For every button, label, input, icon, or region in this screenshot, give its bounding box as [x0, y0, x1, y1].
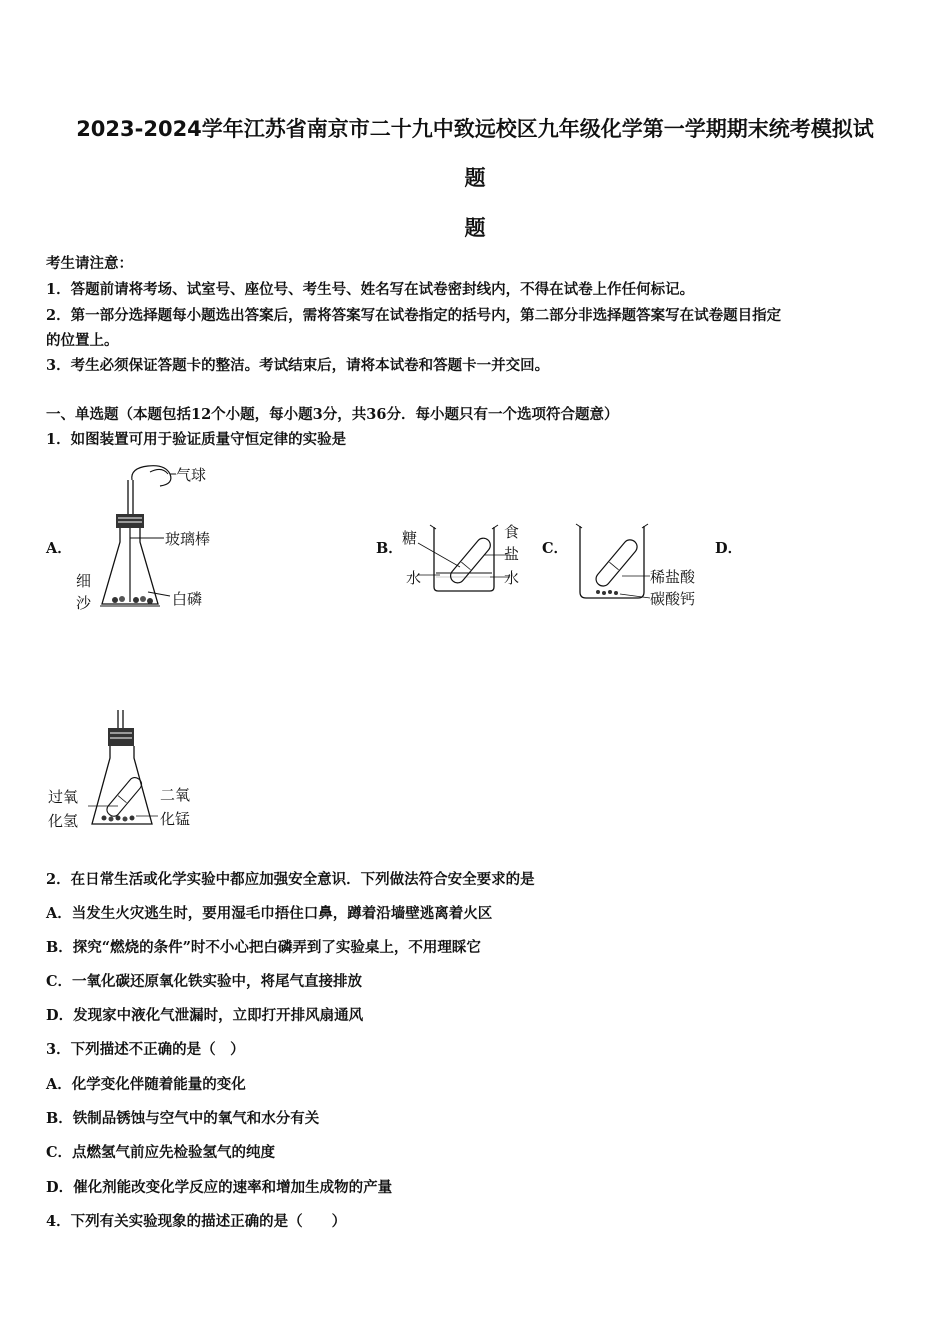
option-d-label: D．: [715, 540, 743, 557]
question-1-stem: 1．如图装置可用于验证质量守恒定律的实验是: [46, 431, 347, 448]
question-3-option-a: A．化学变化伴随着能量的变化: [46, 1076, 246, 1093]
notice-item-1: 1．答题前请将考场、试室号、座位号、考生号、姓名写在试卷密封线内，不得在试卷上作任何标记。: [46, 281, 695, 298]
question-3-option-c: C．点燃氢气前应先检验氢气的纯度: [46, 1144, 276, 1161]
option-c-label: C．: [542, 540, 569, 557]
question-3-option-d: D．催化剂能改变化学反应的速率和增加生成物的产量: [46, 1179, 393, 1196]
label-salt-1: 食: [504, 523, 520, 541]
figure-d-flask: [46, 708, 216, 833]
label-mno2-1: 二氧: [160, 786, 191, 804]
figure-a-flask: [70, 460, 250, 620]
notice-item-2-continued: 的位置上。: [46, 332, 119, 349]
question-2-stem: 2．在日常生活或化学实验中都应加强安全意识．下列做法符合安全要求的是: [46, 871, 535, 888]
question-2-option-d: D．发现家中液化气泄漏时，立即打开排风扇通风: [46, 1007, 364, 1024]
question-3-option-b: B．铁制品锈蚀与空气中的氧气和水分有关: [46, 1110, 320, 1127]
label-calcium-carbonate: 碳酸钙: [650, 590, 696, 608]
label-salt-2: 盐: [504, 545, 520, 563]
label-balloon: 气球: [176, 466, 207, 484]
exam-title-repeat: 题: [464, 216, 486, 240]
label-h2o2-1: 过氧: [48, 788, 79, 806]
notice-item-3: 3．考生必须保证答题卡的整洁。考试结束后，请将本试卷和答题卡一并交回。: [46, 357, 550, 374]
label-h2o2-2: 化氢: [48, 812, 79, 830]
label-sugar: 糖: [402, 529, 418, 547]
label-water-left: 水: [406, 569, 422, 587]
label-dilute-hcl: 稀盐酸: [650, 568, 696, 586]
figure-c-beaker: [570, 520, 710, 610]
question-3-stem: 3．下列描述不正确的是（ ）: [46, 1041, 245, 1058]
notice-heading: 考生请注意：: [46, 255, 133, 272]
notice-item-2: 2．第一部分选择题每小题选出答案后，需将答案写在试卷指定的括号内，第二部分非选择题答案写在试卷题目指定: [46, 307, 782, 324]
option-b-label: B．: [376, 540, 403, 557]
label-sand-1: 细: [76, 572, 92, 590]
label-sand-2: 沙: [76, 594, 92, 612]
label-white-phosphorus: 白磷: [172, 590, 203, 608]
label-mno2-2: 化锰: [160, 810, 191, 828]
exam-title-continued: 题: [464, 166, 486, 190]
figure-b-beaker: [400, 515, 535, 600]
question-2-option-c: C．一氧化碳还原氧化铁实验中，将尾气直接排放: [46, 973, 363, 990]
question-2-option-a: A．当发生火灾逃生时，要用湿毛巾捂住口鼻，蹲着沿墙壁逃离着火区: [46, 905, 493, 922]
label-water-right: 水: [504, 569, 520, 587]
option-a-label: A．: [46, 540, 72, 557]
question-2-option-b: B．探究“燃烧的条件”时不小心把白磷弄到了实验桌上，不用理睬它: [46, 939, 481, 956]
label-glass-rod: 玻璃棒: [165, 530, 211, 548]
question-4-stem: 4．下列有关实验现象的描述正确的是（ ）: [46, 1213, 347, 1230]
section-heading: 一、单选题（本题包括12个小题，每小题3分，共36分．每小题只有一个选项符合题意）: [46, 406, 619, 423]
exam-title: 2023-2024学年江苏省南京市二十九中致远校区九年级化学第一学期期末统考模拟试: [76, 117, 874, 141]
